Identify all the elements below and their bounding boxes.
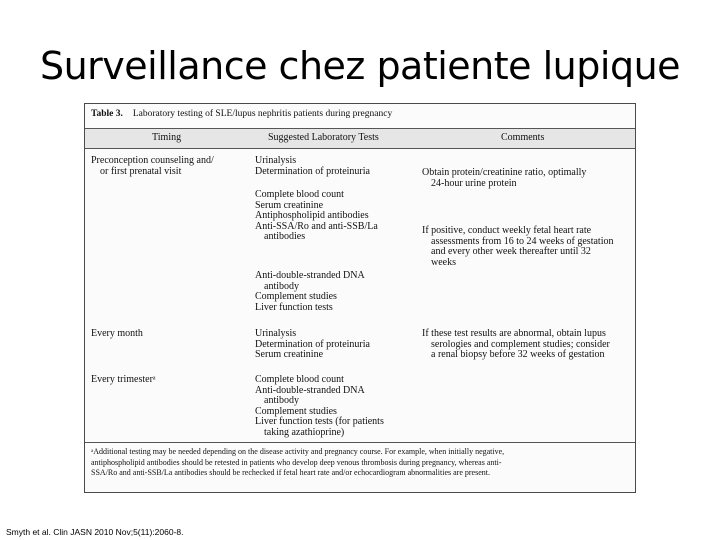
- slide-title: Surveillance chez patiente lupique: [39, 44, 681, 88]
- row1-comment-proteinuria: Obtain protein/creatinine ratio, optimally 24-hour urine protein: [422, 167, 587, 189]
- row1-tests-c: Anti-double-stranded DNA antibody Complement studies Liver function tests: [255, 270, 365, 313]
- row2-comment: If these test results are abnormal, obtain lupus serologies and complement studies; consider a renal biopsy before 32 weeks of gestation: [422, 328, 610, 361]
- row1-tests-b: Complete blood count Serum creatinine Antiphospholipid antibodies Anti-SSA/Ro and anti-SSB/La antibodies: [255, 189, 378, 243]
- row2-tests: Urinalysis Determination of proteinuria Serum creatinine: [255, 328, 370, 361]
- table-caption-number: Table 3.: [91, 109, 123, 119]
- row1-comment-ssa: If positive, conduct weekly fetal heart rate assessments from 16 to 24 weeks of gestation and every other week thereafter until 32 weeks: [422, 225, 614, 268]
- table-image: [84, 103, 636, 493]
- table-header-row: [85, 128, 635, 149]
- header-timing: Timing: [152, 132, 182, 143]
- header-comments: Comments: [501, 132, 545, 143]
- table-caption-text: Laboratory testing of SLE/lupus nephritis patients during pregnancy: [132, 109, 393, 119]
- footnote-divider: [85, 442, 635, 443]
- row3-tests: Complete blood count Anti-double-stranded DNA antibody Complement studies Liver function tests (for patients taking azathioprine): [255, 374, 384, 438]
- table-footnote: ᵃAdditional testing may be needed depending on the disease activity and pregnancy course. For example, when initially negative, antiphospholipid antibodies should be retested in patients who develop deep venous thrombosis during pregnancy, whereas anti- SSA/Ro and anti-SSB/La antibodies should be rechecked if fetal heart rate and/or echocardiogram abnormalities are present.: [91, 447, 505, 477]
- table-caption: [91, 109, 392, 119]
- row3-timing: Every trimesterᵃ: [91, 374, 156, 385]
- row2-timing: Every month: [91, 328, 143, 339]
- row1-timing: Preconception counseling and/ or first prenatal visit: [91, 155, 214, 177]
- citation: Smyth et al. Clin JASN 2010 Nov;5(11):2060-8.: [6, 527, 184, 537]
- row1-tests-a: Urinalysis Determination of proteinuria: [255, 155, 370, 177]
- header-tests: Suggested Laboratory Tests: [268, 132, 379, 143]
